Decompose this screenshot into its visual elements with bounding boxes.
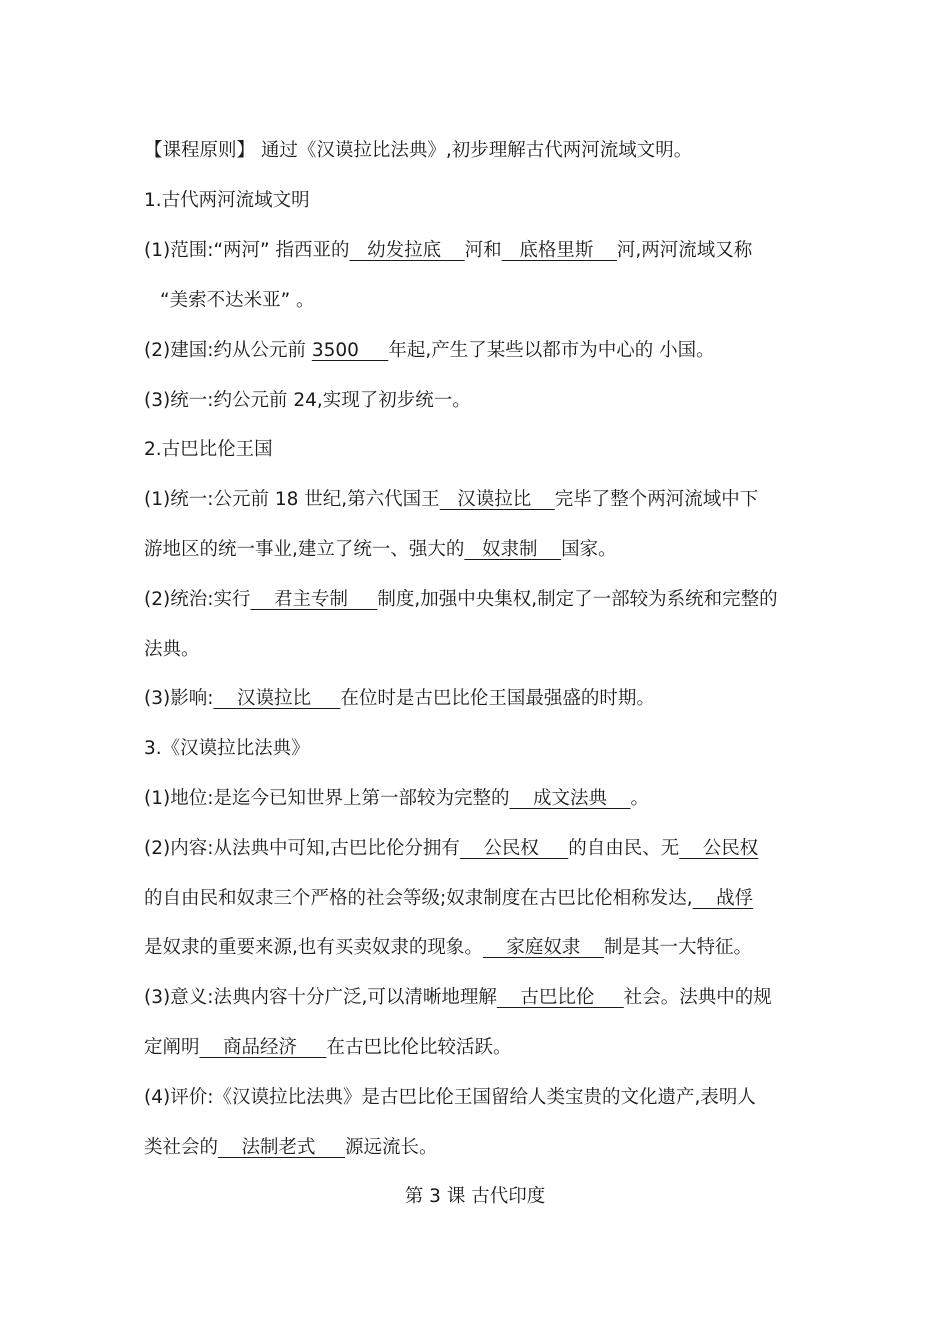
- blank-answer: 底格里斯: [501, 240, 617, 261]
- section-1-item-1-cont: “美索不达米亚” 。: [160, 290, 315, 311]
- section-2-item-1: (1)统一:公元前 18 世纪,第六代国王 汉谟拉比 完毕了整个两河流域中下: [144, 489, 759, 510]
- course-principle: [144, 138, 810, 164]
- section-3-item-2: (2)内容:从法典中可知,古巴比伦分拥有 公民权 的自由民、无 公民权: [144, 838, 759, 859]
- section-3-item-4-cont: 类社会的 法制老式 源远流长。: [144, 1137, 438, 1158]
- blank-answer: 君主专制: [250, 589, 378, 610]
- section-3-item-2-cont2: 是奴隶的重要来源,也有买卖奴隶的现象。 家庭奴隶 制是其一大特征。: [144, 937, 752, 958]
- blank-answer: 汉谟拉比: [439, 489, 555, 510]
- blank-answer: 成文法典: [509, 788, 631, 809]
- section-1-item-3: (3)统一:约公元前 24,实现了初步统一。: [144, 390, 471, 411]
- section-3-heading: 3.《汉谟拉比法典》: [144, 738, 310, 759]
- blank-answer: 汉谟拉比: [213, 688, 341, 709]
- section-2-heading: 2.古巴比伦王国: [144, 439, 273, 460]
- section-1-heading: 1.古代两河流域文明: [144, 190, 310, 211]
- section-3-item-2-cont: 的自由民和奴隶三个严格的社会等级;奴隶制度在古巴比伦相称发达, 战俘: [144, 888, 754, 909]
- section-3-item-3: (3)意义:法典内容十分广泛,可以清晰地理解 古巴比伦 社会。法典中的规: [144, 987, 772, 1008]
- section-2-item-1-cont: 游地区的统一事业,建立了统一、强大的 奴隶制 国家。: [144, 539, 617, 560]
- section-2-item-3: (3)影响: 汉谟拉比 在位时是古巴比伦王国最强盛的时期。: [144, 688, 655, 709]
- blank-answer: 家庭奴隶: [482, 937, 604, 958]
- blank-answer: 幼发拉底: [349, 240, 465, 261]
- blank-answer: 3500: [311, 340, 389, 361]
- blank-answer: 奴隶制: [464, 539, 562, 560]
- section-2-item-2-cont: 法典。: [144, 639, 200, 660]
- section-2-item-2: (2)统治:实行 君主专制 制度,加强中央集权,制定了一部较为系统和完整的: [144, 589, 778, 610]
- section-3-item-1: (1)地位:是迄今已知世界上第一部较为完整的 成文法典 。: [144, 788, 650, 809]
- blank-answer: 商品经济: [199, 1037, 327, 1058]
- blank-answer: 战俘: [692, 888, 754, 909]
- blank-answer: 古巴比伦: [496, 987, 624, 1008]
- section-3-item-4: (4)评价:《汉谟拉比法典》是古巴比伦王国留给人类宝贵的文化遗产,表明人: [144, 1087, 756, 1108]
- blank-answer: 法制老式: [218, 1137, 345, 1158]
- principle-text: 通过《汉谟拉比法典》,初步理解古代两河流域文明。: [255, 140, 693, 161]
- blank-answer: 公民权: [679, 838, 759, 859]
- blank-answer: 公民权: [459, 838, 569, 859]
- principle-label: 【课程原则】: [144, 140, 256, 161]
- section-1-item-1: (1)范围:“两河” 指西亚的 幼发拉底 河和 底格里斯 河,两河流域又称: [144, 240, 753, 261]
- next-lesson-title: 第 3 课 古代印度: [404, 1186, 546, 1207]
- section-3-item-3-cont: 定阐明 商品经济 在古巴比伦比较活跃。: [144, 1037, 512, 1058]
- section-1-item-2: (2)建国:约从公元前 3500 年起,产生了某些以都市为中心的 小国。: [144, 340, 715, 361]
